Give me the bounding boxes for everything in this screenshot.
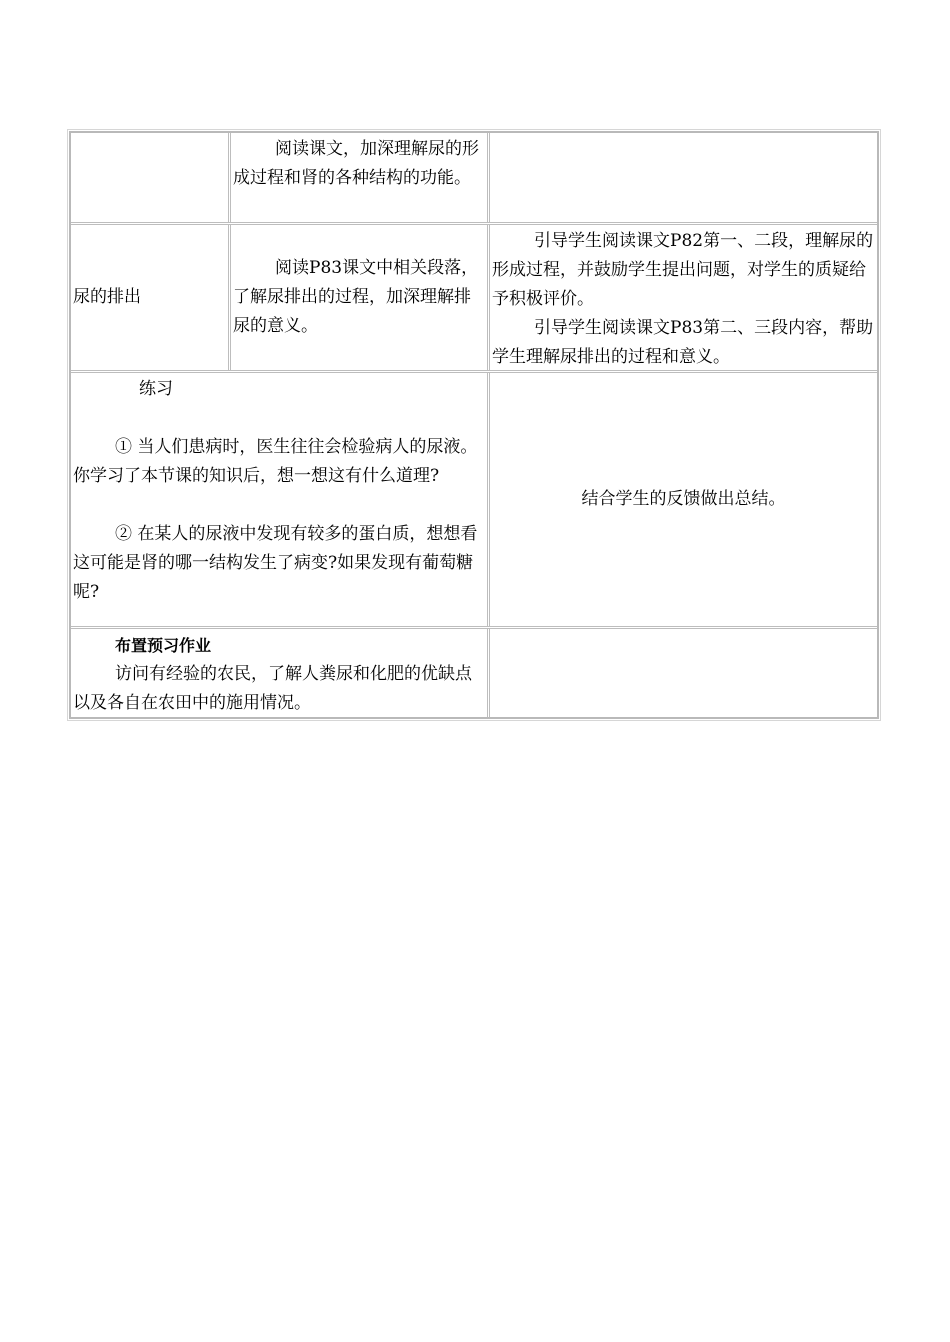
table-cell (71, 225, 228, 370)
table-cell (228, 225, 487, 370)
teacher-activity-text: 引导学生阅读课文P83第二、三段内容，帮助学生理解尿排出的过程和意义。 (492, 318, 874, 367)
exercise-question: ① 当人们患病时，医生往往会检验病人的尿液。你学习了本节课的知识后，想一想这有什么道理? (73, 437, 478, 486)
table-row (71, 629, 877, 717)
table-cell-empty (487, 133, 877, 222)
table-cell (487, 225, 877, 370)
table-cell (228, 133, 487, 222)
teacher-activity-text: 引导学生阅读课文P82第一、二段，理解尿的形成过程，并鼓励学生提出问题，对学生的质疑给予积极评价。 (492, 231, 874, 309)
homework-text: 访问有经验的农民，了解人粪尿和化肥的优缺点以及各自在农田中的施用情况。 (73, 664, 472, 713)
table-row (71, 133, 877, 225)
table-cell (71, 629, 487, 717)
table-cell-empty (71, 133, 228, 222)
table-row (71, 225, 877, 373)
summary-text: 结合学生的反馈做出总结。 (581, 489, 786, 509)
table-cell-empty (487, 629, 877, 717)
section-label: 尿的排出 (73, 287, 141, 307)
exercise-title: 练习 (139, 379, 173, 399)
table-cell (71, 373, 487, 626)
table-row (71, 373, 877, 629)
student-activity-text: 阅读P83课文中相关段落，了解尿排出的过程，加深理解排尿的意义。 (233, 258, 479, 336)
table-cell (487, 373, 877, 626)
homework-title: 布置预习作业 (115, 636, 212, 655)
exercise-question: ② 在某人的尿液中发现有较多的蛋白质，想想看这可能是肾的哪一结构发生了病变?如果发现有葡萄糖呢? (73, 524, 478, 602)
lesson-plan-table (69, 131, 879, 719)
student-activity-text: 阅读课文，加深理解尿的形成过程和肾的各种结构的功能。 (233, 139, 479, 188)
